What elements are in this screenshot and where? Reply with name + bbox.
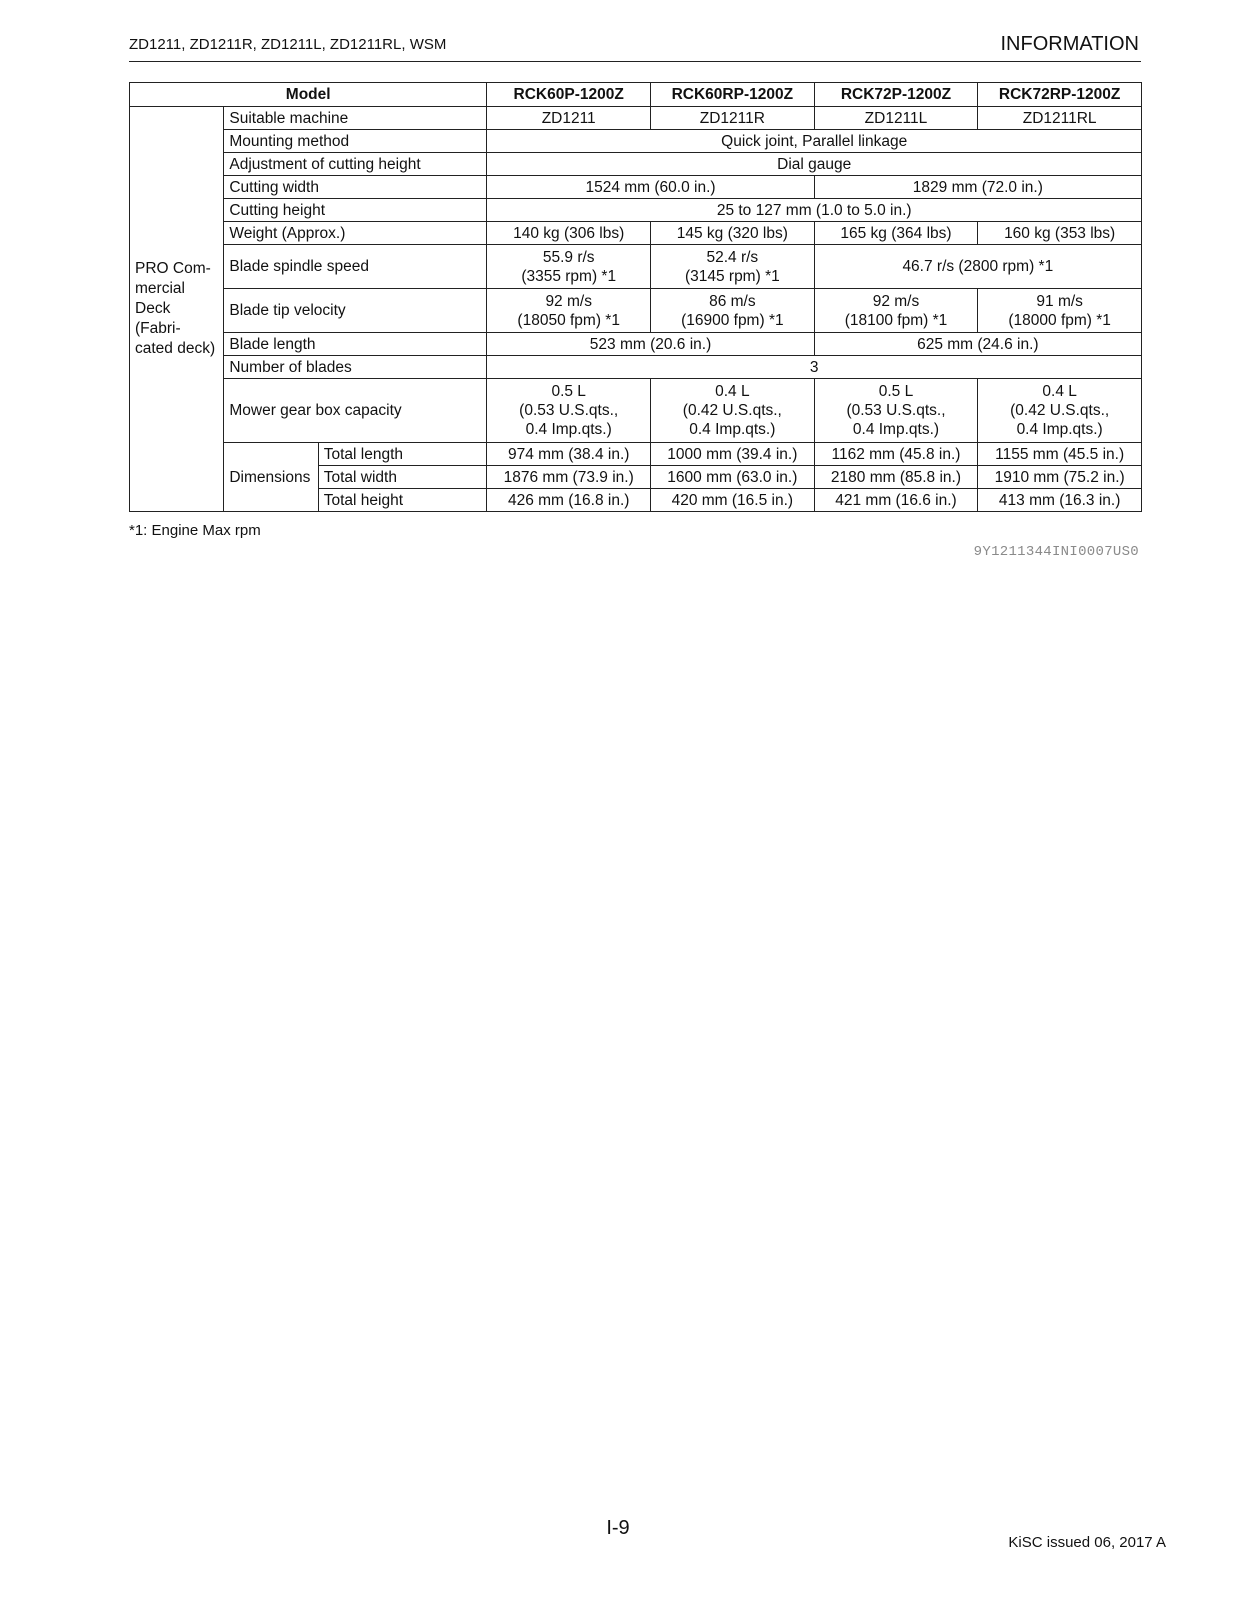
document-id: 9Y1211344INI0007US0 [973, 544, 1139, 560]
table-cell: 974 mm (38.4 in.) [487, 443, 651, 466]
row-label: Cutting height [224, 199, 487, 222]
cell-text: 55.9 r/s (3355 rpm) *1 [521, 248, 617, 285]
page-number: I-9 [606, 1517, 630, 1539]
table-row [130, 83, 1142, 107]
row-label: Number of blades [224, 356, 487, 379]
table-cell: 1829 mm (72.0 in.) [814, 176, 1141, 199]
table-cell: 2180 mm (85.8 in.) [814, 466, 978, 489]
table-cell: 25 to 127 mm (1.0 to 5.0 in.) [487, 199, 1142, 222]
cell-text: 86 m/s (16900 fpm) *1 [681, 292, 784, 329]
table-cell: 145 kg (320 lbs) [651, 222, 815, 245]
table-cell: 420 mm (16.5 in.) [651, 489, 815, 512]
model-header: Model [130, 83, 487, 107]
cell-text: 0.4 L (0.42 U.S.qts., 0.4 Imp.qts.) [682, 383, 782, 438]
footnote: *1: Engine Max rpm [129, 522, 261, 539]
row-label: Blade tip velocity [224, 289, 487, 333]
table-cell: 1910 mm (75.2 in.) [978, 466, 1142, 489]
table-cell: ZD1211 [487, 107, 651, 130]
table-cell [487, 245, 651, 289]
table-cell: 426 mm (16.8 in.) [487, 489, 651, 512]
table-row [130, 245, 1142, 289]
table-cell [814, 379, 978, 443]
table-row [130, 176, 1142, 199]
table-cell: 140 kg (306 lbs) [487, 222, 651, 245]
row-label: Weight (Approx.) [224, 222, 487, 245]
row-sublabel: Total height [318, 489, 487, 512]
table-row [130, 379, 1142, 443]
model-name: RCK72P-1200Z [814, 83, 978, 107]
table-cell [978, 379, 1142, 443]
table-cell [651, 245, 815, 289]
group-label-text: PRO Com- mercial Deck (Fabri- cated deck) [135, 260, 216, 357]
header-section-title: INFORMATION [1000, 33, 1139, 55]
cell-text: 0.4 L (0.42 U.S.qts., 0.4 Imp.qts.) [1010, 383, 1110, 438]
header-divider [129, 61, 1141, 62]
table-row [130, 130, 1142, 153]
issue-note: KiSC issued 06, 2017 A [1008, 1534, 1166, 1551]
cell-text: 92 m/s (18050 fpm) *1 [517, 292, 620, 329]
table-cell: ZD1211R [651, 107, 815, 130]
row-sublabel: Total length [318, 443, 487, 466]
model-name: RCK72RP-1200Z [978, 83, 1142, 107]
table-row [130, 443, 1142, 466]
table-row [130, 333, 1142, 356]
header-doc-title: ZD1211, ZD1211R, ZD1211L, ZD1211RL, WSM [129, 36, 447, 53]
table-cell [978, 289, 1142, 333]
table-row [130, 356, 1142, 379]
cell-text: 52.4 r/s (3145 rpm) *1 [684, 248, 780, 285]
row-label: Mounting method [224, 130, 487, 153]
row-label: Adjustment of cutting height [224, 153, 487, 176]
cell-text: 92 m/s (18100 fpm) *1 [844, 292, 948, 329]
spec-table [129, 82, 1142, 512]
table-cell: 1162 mm (45.8 in.) [814, 443, 978, 466]
table-cell: Quick joint, Parallel linkage [487, 130, 1142, 153]
table-cell: ZD1211RL [978, 107, 1142, 130]
model-name: RCK60P-1200Z [487, 83, 651, 107]
table-cell: 160 kg (353 lbs) [978, 222, 1142, 245]
cell-text: 0.5 L (0.53 U.S.qts., 0.4 Imp.qts.) [519, 383, 619, 438]
row-label: Suitable machine [224, 107, 487, 130]
row-label: Blade spindle speed [224, 245, 487, 289]
group-label [130, 107, 224, 512]
table-cell: 625 mm (24.6 in.) [814, 333, 1141, 356]
table-row [130, 199, 1142, 222]
table-cell: 165 kg (364 lbs) [814, 222, 978, 245]
table-cell [651, 289, 815, 333]
table-cell [651, 379, 815, 443]
table-row [130, 153, 1142, 176]
table-cell: 1000 mm (39.4 in.) [651, 443, 815, 466]
table-cell [487, 379, 651, 443]
table-cell [814, 289, 978, 333]
row-label: Blade length [224, 333, 487, 356]
table-cell: 1600 mm (63.0 in.) [651, 466, 815, 489]
table-cell: 3 [487, 356, 1142, 379]
table-cell: 1155 mm (45.5 in.) [978, 443, 1142, 466]
table-cell [487, 289, 651, 333]
table-row [130, 107, 1142, 130]
row-label: Cutting width [224, 176, 487, 199]
table-row [130, 222, 1142, 245]
table-cell: 523 mm (20.6 in.) [487, 333, 814, 356]
row-sublabel: Total width [318, 466, 487, 489]
table-cell: 1876 mm (73.9 in.) [487, 466, 651, 489]
table-cell: Dial gauge [487, 153, 1142, 176]
row-label: Mower gear box capacity [224, 379, 487, 443]
cell-text: 91 m/s (18000 fpm) *1 [1008, 292, 1111, 329]
table-cell: ZD1211L [814, 107, 978, 130]
cell-text: 0.5 L (0.53 U.S.qts., 0.4 Imp.qts.) [846, 383, 946, 438]
table-cell: 413 mm (16.3 in.) [978, 489, 1142, 512]
model-name: RCK60RP-1200Z [651, 83, 815, 107]
row-label: Dimensions [224, 443, 318, 512]
table-cell: 1524 mm (60.0 in.) [487, 176, 814, 199]
table-cell: 421 mm (16.6 in.) [814, 489, 978, 512]
table-cell: 46.7 r/s (2800 rpm) *1 [814, 245, 1141, 289]
table-row [130, 289, 1142, 333]
